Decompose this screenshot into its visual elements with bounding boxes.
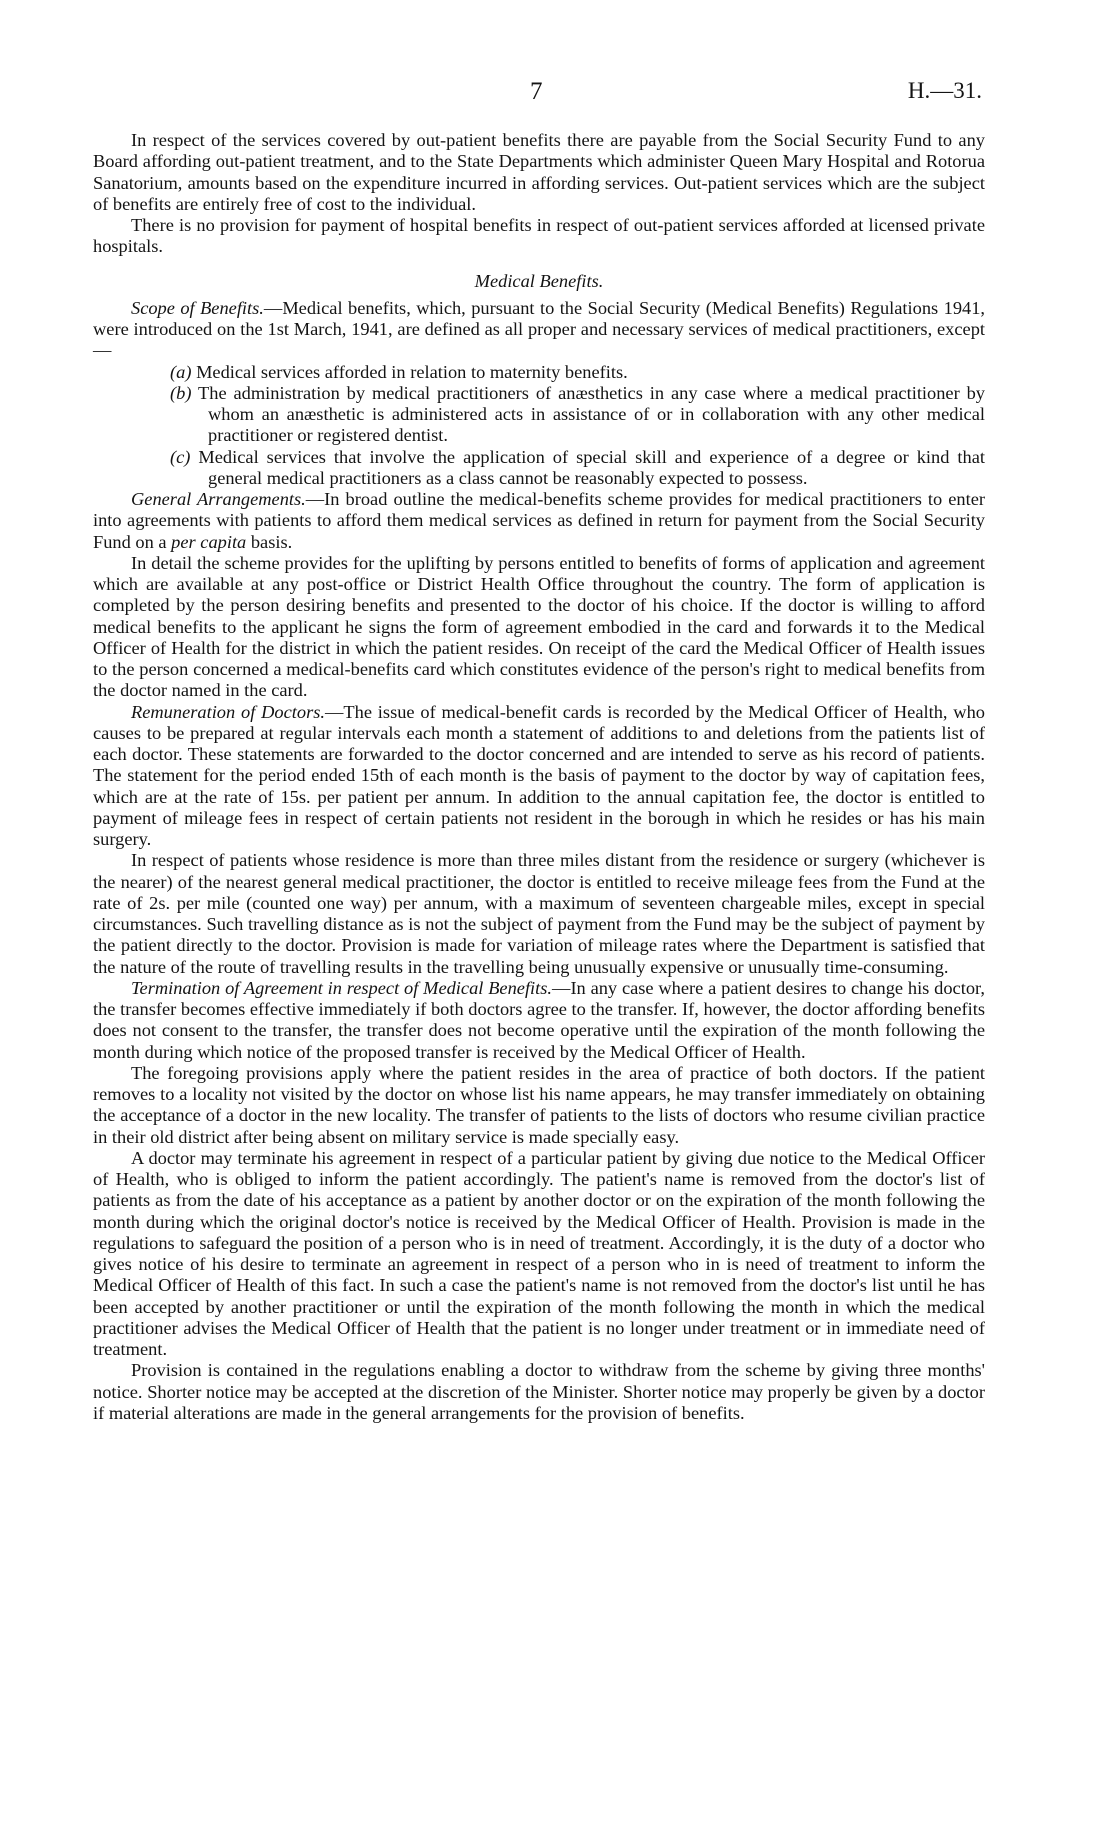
paragraph-termination — [93, 978, 985, 1063]
scope-text: —Medical benefits, which, pursuant to the Social Security (Medical Benefits) Regulations 1941, were introduced on the 1st March, 1941, are defined as all proper and necessary services of medical practitioners, except— — [93, 297, 986, 361]
page-number: 7 — [530, 78, 543, 105]
item-text: Medical services afforded in relation to maternity benefits. — [196, 361, 628, 382]
termination-text: —In any case where a patient desires to change his doctor, the transfer becomes effective immediately if both doctors agree to the transfer. If, however, the doctor affording benefits does not consent to the transfer, the transfer does not become operative until the expiration of the month following the month during which notice of the proposed transfer is received by the Medical Officer of Health. — [93, 977, 985, 1062]
list-item — [170, 447, 985, 490]
document-reference: H.—31. — [907, 78, 982, 103]
item-text: Medical services that involve the application of special skill and experience of a degree or kind that general medical practitioners as a class cannot be reasonably expected to possess. — [198, 446, 985, 488]
item-label: (a) — [170, 361, 192, 382]
general-text-a: —In broad outline the medical-benefits scheme provides for medical practitioners to enter into agreements with patients to afford them medical services as defined in return for payment from the Social Security Fund on a — [93, 489, 986, 552]
paragraph-foregoing-provisions: The foregoing provisions apply where the patient resides in the area of practice of both doctors. If the patient removes to a locality not visited by the doctor on whose list his name appears, he may transfer immediately on obtaining the acceptance of a doctor in the new locality. The transfer of patients to the lists of doctors who resume civilian practice in their old district after being absent on military service is made specially easy. — [93, 1062, 985, 1147]
body-text — [93, 130, 985, 1424]
page-header — [0, 78, 1114, 110]
paragraph-doctor-termination: A doctor may terminate his agreement in respect of a particular patient by giving due notice to the Medical Officer of Health, who is obliged to inform the patient accordingly. The patient's name is removed from the doctor's list of patients as from the date of his acceptance as a patient by another doctor or on the expiration of the month following the month during which the original doctor's notice is received by the Medical Officer of Health. Provision is made in the regulations to safeguard the position of a person who is in need of treatment. Accordingly, it is the duty of a doctor who gives notice of his desire to terminate an agreement in respect of a person who in is need of treatment to inform the Medical Officer of Health of this fact. In such a case the patient's name is not removed from the doctor's list until he has been accepted by another practitioner or until the expiration of the month following the month in which the medical practitioner advises the Medical Officer of Health that the patient is no longer under treatment or in immediate need of treatment. — [93, 1147, 985, 1359]
item-label: (c) — [170, 446, 191, 467]
exceptions-list — [93, 362, 985, 490]
paragraph-scope-of-benefits — [93, 298, 985, 362]
remuneration-text: —The issue of medical-benefit cards is recorded by the Medical Officer of Health, who causes to be prepared at regular intervals each month a statement of additions to and deletions from the patients list of each doctor. These statements are forwarded to the doctor concerned and are intended to serve as his record of patients. The statement for the period ended 15th of each month is the basis of payment to the doctor by way of capitation fees, which are at the rate of 15s. per patient per annum. In addition to the annual capitation fee, the doctor is entitled to payment of mileage fees in respect of certain patients not resident in the borough in which he resides or has his main surgery. — [93, 701, 985, 849]
item-label: (b) — [170, 382, 192, 403]
list-item — [170, 362, 985, 383]
general-text-b: basis. — [246, 531, 293, 552]
termination-title: Termination of Agreement in respect of Medical Benefits. — [131, 977, 553, 998]
general-italic: per capita — [171, 531, 247, 552]
scope-title: Scope of Benefits. — [131, 297, 264, 318]
paragraph-general-arrangements — [93, 489, 985, 553]
paragraph-outpatient-payments: In respect of the services covered by out-patient benefits there are payable from the Social Security Fund to any Board affording out-patient treatment, and to the State Departments which administer Queen Mary Hospital and Rotorua Sanatorium, amounts based on the expenditure incurred in affording services. Out-patient services which are the subject of benefits are entirely free of cost to the individual. — [93, 130, 985, 214]
general-title: General Arrangements. — [131, 489, 306, 509]
paragraph-remuneration — [93, 702, 985, 851]
paragraph-withdrawal: Provision is contained in the regulations enabling a doctor to withdraw from the scheme by giving three months' notice. Shorter notice may be accepted at the discretion of the Minister. Shorter notice may properly be given by a doctor if material alterations are made in the general arrangements for the provision of benefits. — [93, 1360, 985, 1423]
paragraph-private-hospitals: There is no provision for payment of hospital benefits in respect of out-patient services afforded at licensed private hospitals. — [93, 215, 985, 257]
item-text: The administration by medical practitioners of anæsthetics in any case where a medical practitioner by whom an anæsthetic is administered acts in assistance of or in collaboration with any other medical practitioner or registered dentist. — [198, 382, 986, 446]
section-heading-medical-benefits: Medical Benefits. — [474, 270, 604, 291]
paragraph-scheme-detail: In detail the scheme provides for the uplifting by persons entitled to benefits of forms of application and agreement which are available at any post-office or District Health Office throughout the country. The form of application is completed by the person desiring benefits and presented to the doctor of his choice. If the doctor is willing to afford medical benefits to the applicant he signs the form of agreement embodied in the card and forwards it to the Medical Officer of Health for the district in which the patient resides. On receipt of the card the Medical Officer of Health issues to the person concerned a medical-benefits card which constitutes evidence of the person's right to medical benefits from the doctor named in the card. — [93, 552, 985, 701]
list-item — [170, 383, 985, 447]
remuneration-title: Remuneration of Doctors. — [131, 701, 325, 722]
paragraph-mileage-fees: In respect of patients whose residence is more than three miles distant from the residence or surgery (whichever is the nearer) of the nearest general medical practitioner, the doctor is entitled to receive mileage fees from the Fund at the rate of 2s. per mile (counted one way) per annum, with a maximum of seventeen chargeable miles, except in special circumstances. Such travelling distance as is not the subject of payment from the Fund may be the subject of payment by the patient directly to the doctor. Provision is made for variation of mileage rates where the Department is satisfied that the nature of the route of travelling results in the travelling being unusually expensive or unusually time-consuming. — [93, 850, 985, 977]
